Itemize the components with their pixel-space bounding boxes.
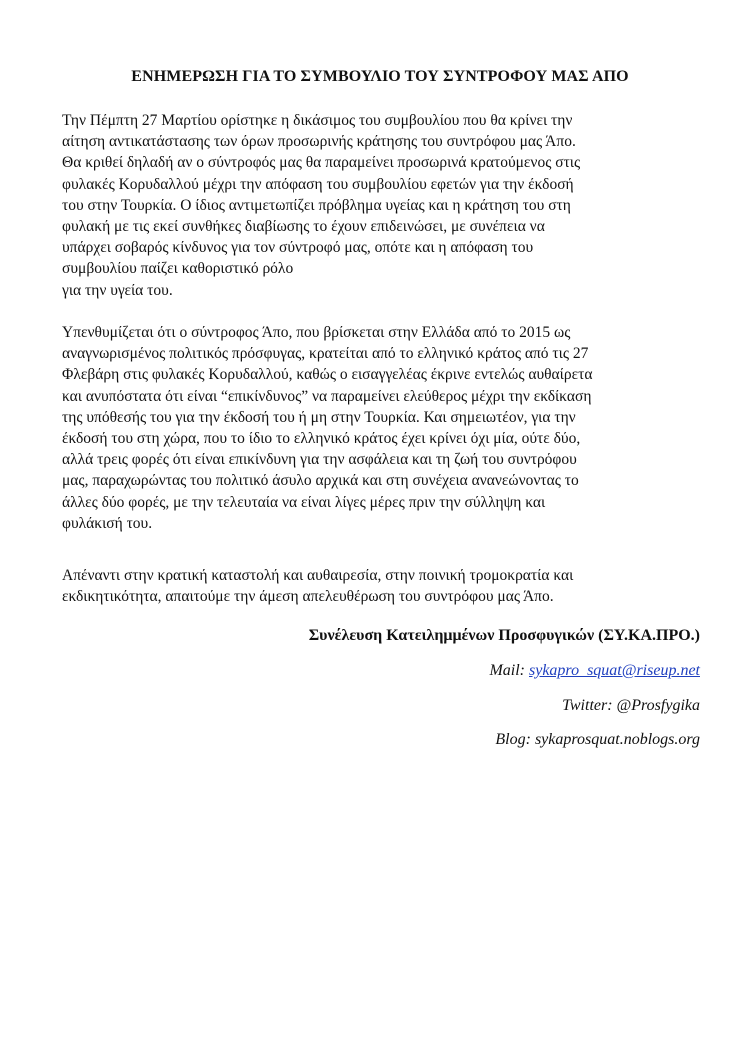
signature-blog: Blog: sykaprosquat.noblogs.org bbox=[495, 731, 700, 748]
paragraph-2 bbox=[62, 322, 702, 534]
text-line: φυλάκισή του. bbox=[62, 514, 153, 532]
text-line: για την υγεία του. bbox=[62, 281, 173, 299]
text-line: άλλες δύο φορές, με την τελευταία να είναι λίγες μέρες πριν την σύλληψη και bbox=[62, 493, 546, 511]
text-line: συμβουλίου παίζει καθοριστικό ρόλο bbox=[62, 260, 294, 278]
text-line: Την Πέμπτη 27 Μαρτίου ορίστηκε η δικάσιμος του συμβουλίου που θα κρίνει την bbox=[62, 112, 573, 129]
signature-mail bbox=[489, 662, 700, 680]
text-line: έκδοσή του στη χώρα, που το ίδιο το ελληνικό κράτος έχει κρίνει όχι μία, ούτε δύο, bbox=[62, 430, 581, 448]
text-line: του στην Τουρκία. Ο ίδιος αντιμετωπίζει πρόβλημα υγείας και η κράτηση του στη bbox=[62, 196, 571, 214]
text-line: αναγνωρισμένος πολιτικός πρόσφυγας, κρατείται από το ελληνικό κράτος από τις 27 bbox=[62, 345, 589, 363]
email-link[interactable]: sykapro_squat@riseup.net bbox=[529, 662, 700, 679]
text-line: υπάρχει σοβαρός κίνδυνος για τον σύντροφό μας, οπότε και η απόφαση του bbox=[62, 239, 534, 257]
text-line: Φλεβάρη στις φυλακές Κορυδαλλού, καθώς ο εισαγγελέας έκρινε εντελώς αυθαίρετα bbox=[62, 366, 593, 384]
text-line: Απέναντι στην κρατική καταστολή και αυθαιρεσία, στην ποινική τρομοκρατία και bbox=[62, 567, 574, 584]
text-line: αίτηση αντικατάστασης των όρων προσωρινής κράτησης του συντρόφου μας Άπο. bbox=[62, 133, 576, 151]
text-line: μας, παραχωρώντας του πολιτικό άσυλο αρχικά και στη συνέχεια ανανεώνοντας το bbox=[62, 472, 579, 490]
text-line: Υπενθυμίζεται ότι ο σύντροφος Άπο, που βρίσκεται στην Ελλάδα από το 2015 ως bbox=[62, 324, 571, 341]
text-line: Θα κριθεί δηλαδή αν ο σύντροφός μας θα παραμείνει προσωρινά κρατούμενος στις bbox=[62, 154, 581, 172]
text-line: και ανυπόστατα ότι είναι “επικίνδυνος” να παραμείνει ελεύθερος μέχρι την εκδίκαση bbox=[62, 387, 592, 405]
text-line: εκδικητικότητα, απαιτούμε την άμεση απελευθέρωση του συντρόφου μας Άπο. bbox=[62, 588, 554, 606]
mail-label: Mail: bbox=[489, 662, 529, 679]
paragraph-3 bbox=[62, 565, 702, 607]
signature-organization: Συνέλευση Κατειλημμένων Προσφυγικών (ΣΥ.ΚΑ.ΠΡΟ.) bbox=[308, 627, 700, 644]
paragraph-1 bbox=[62, 110, 702, 301]
text-line: φυλακές Κορυδαλλού μέχρι την απόφαση του συμβουλίου εφετών για την έκδοσή bbox=[62, 175, 574, 193]
text-line: της υπόθεσής του για την έκδοσή του ή μη στην Τουρκία. Και σημειωτέον, για την bbox=[62, 408, 576, 426]
document-title: ΕΝΗΜΕΡΩΣΗ ΓΙΑ ΤΟ ΣΥΜΒΟΥΛΙΟ ΤΟΥ ΣΥΝΤΡΟΦΟΥ ΜΑΣ ΑΠΟ bbox=[131, 68, 629, 85]
text-line: αλλά τρεις φορές ότι είναι επικίνδυνη για την ασφάλεια και τη ζωή του συντρόφου bbox=[62, 451, 577, 469]
text-line: φυλακή με τις εκεί συνθήκες διαβίωσης το έχουν επιδεινώσει, με συνέπεια να bbox=[62, 218, 545, 236]
signature-twitter: Twitter: @Prosfygika bbox=[562, 697, 700, 714]
